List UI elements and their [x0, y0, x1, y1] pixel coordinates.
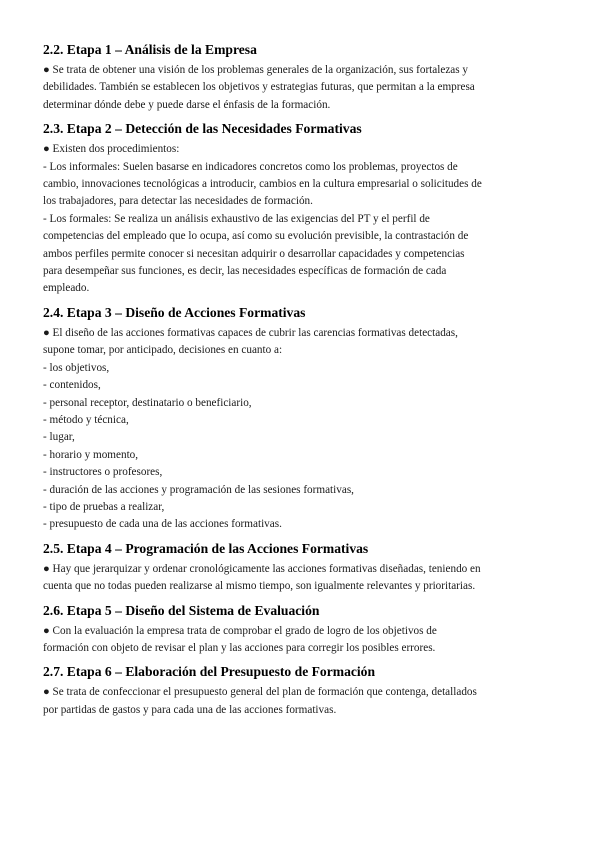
section-etapa-2 — [43, 119, 563, 298]
paragraph-line: formación con objeto de revisar el plan y las acciones para corregir los posibles errores. — [43, 641, 436, 654]
paragraph-line: los trabajadores, para detectar las necesidades de formación. — [43, 195, 313, 208]
paragraph-line: para desempeñar sus funciones, es decir, las necesidades específicas de formación de cada — [43, 265, 447, 278]
paragraph-line: ● El diseño de las acciones formativas capaces de cubrir las carencias formativas detectadas, — [43, 326, 458, 339]
paragraph-line: debilidades. También se establecen los objetivos y estrategias futuras, que permitan a la empresa — [43, 81, 475, 94]
section-etapa-5 — [43, 601, 563, 658]
paragraph-line: - lugar, — [43, 431, 75, 444]
paragraph-line: ● Se trata de confeccionar el presupuesto general del plan de formación que contenga, detallados — [43, 686, 477, 699]
paragraph-line: ● Se trata de obtener una visión de los problemas generales de la organización, sus fortalezas y — [43, 64, 469, 76]
paragraph-line: - Los formales: Se realiza un análisis exhaustivo de las exigencias del PT y el perfil de — [43, 212, 430, 225]
paragraph-line: ● Con la evaluación la empresa trata de comprobar el grado de logro de los objetivos de — [43, 624, 437, 637]
paragraph-line: - presupuesto de cada una de las acciones formativas. — [43, 518, 282, 531]
section-heading: 2.4. Etapa 3 – Diseño de Acciones Formativas — [43, 304, 306, 320]
paragraph-line: - personal receptor, destinatario o beneficiario, — [43, 396, 252, 409]
section-etapa-6 — [43, 662, 563, 719]
section-heading: 2.7. Etapa 6 – Elaboración del Presupuesto de Formación — [43, 664, 376, 680]
paragraph-line: cuenta que no todas pueden realizarse al mismo tiempo, son igualmente relevantes y prioritarias. — [43, 580, 476, 593]
paragraph-line: ● Hay que jerarquizar y ordenar cronológicamente las acciones formativas diseñadas, teniendo en — [43, 562, 481, 575]
paragraph-line: - Los informales: Suelen basarse en indicadores concretos como los problemas, proyectos de — [43, 160, 458, 173]
paragraph-line: por partidas de gastos y para cada una de las acciones formativas. — [43, 703, 337, 716]
section-heading: 2.3. Etapa 2 – Detección de las Necesidades Formativas — [43, 121, 362, 137]
section-etapa-1 — [43, 40, 563, 114]
paragraph-line: - horario y momento, — [43, 448, 139, 461]
paragraph-line: competencias del empleado que lo ocupa, así como su evolución previsible, la contrastación de — [43, 230, 469, 243]
section-etapa-3 — [43, 303, 563, 534]
paragraph-line: - método y técnica, — [43, 413, 129, 426]
paragraph-line: - los objetivos, — [43, 361, 110, 374]
section-heading: 2.5. Etapa 4 – Programación de las Acciones Formativas — [43, 540, 369, 556]
paragraph-line: - instructores o profesores, — [43, 466, 163, 479]
paragraph-line: - duración de las acciones y programación de las sesiones formativas, — [43, 483, 354, 496]
paragraph-line: cambio, innovaciones tecnológicas a introducir, cambios en la cultura empresarial o solicitudes de — [43, 178, 482, 191]
paragraph-line: - tipo de pruebas a realizar, — [43, 500, 165, 513]
section-heading: 2.6. Etapa 5 – Diseño del Sistema de Evaluación — [43, 602, 320, 618]
paragraph-line: supone tomar, por anticipado, decisiones en cuanto a: — [43, 344, 283, 357]
document-page — [43, 40, 563, 724]
paragraph-line: ambos perfiles permite conocer si necesitan adquirir o desarrollar capacidades y competencias — [43, 247, 465, 260]
paragraph-line: determinar dónde debe y puede darse el énfasis de la formación. — [43, 98, 331, 111]
paragraph-line: ● Existen dos procedimientos: — [43, 143, 180, 156]
section-heading: 2.2. Etapa 1 – Análisis de la Empresa — [43, 42, 257, 57]
section-etapa-4 — [43, 539, 563, 596]
paragraph-line: - contenidos, — [43, 379, 101, 392]
paragraph-line: empleado. — [43, 282, 90, 295]
